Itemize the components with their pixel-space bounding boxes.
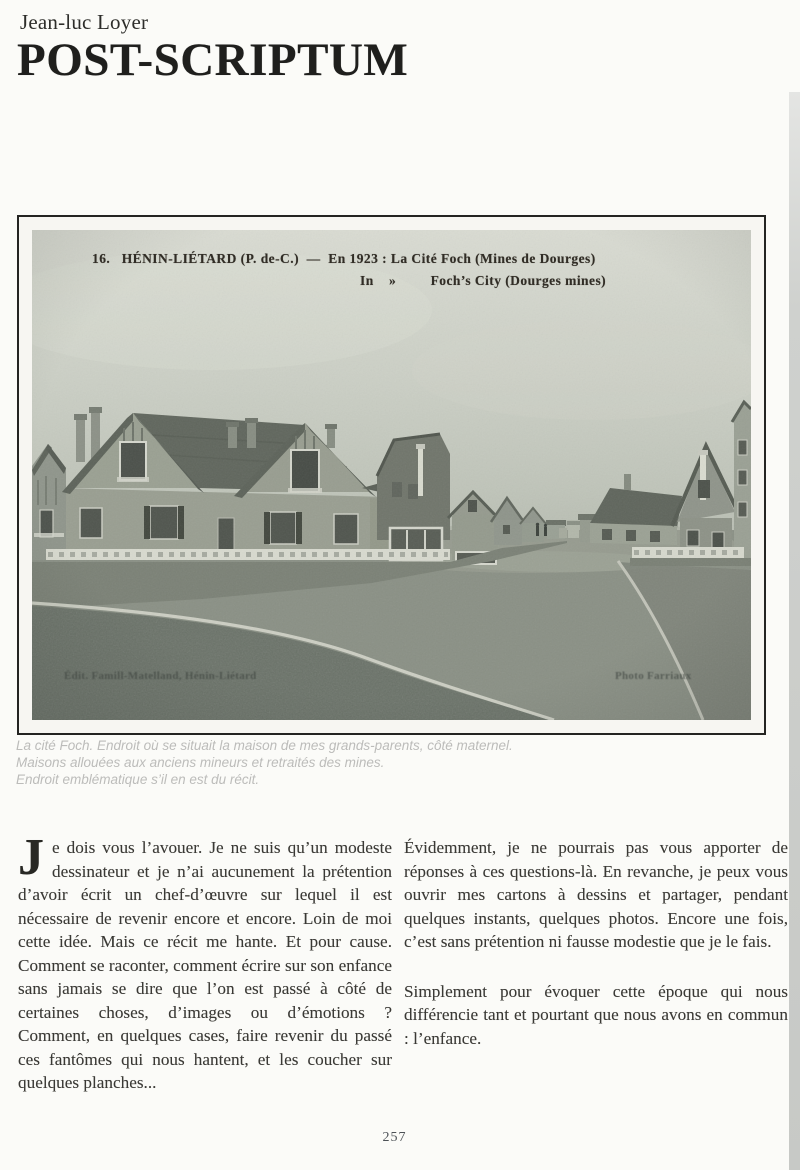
- postcard-photo: [32, 230, 751, 720]
- page-number: 257: [382, 1130, 407, 1145]
- postcard-caption-line2: In » Foch’s City (Dourges mines): [360, 273, 607, 288]
- body-column-left: [18, 829, 392, 1095]
- dropcap: J: [18, 829, 44, 886]
- photo-caption-line3: Endroit emblématique s’il en est du récit.: [16, 772, 260, 787]
- right-paragraph-2: Simplement pour évoquer cette époque qui nous différencie tant et pourtant que nous avons en commun : l’enfance.: [404, 981, 788, 1048]
- left-paragraph: [18, 829, 392, 1095]
- photo-caption-line2: Maisons allouées aux anciens mineurs et retraités des mines.: [16, 755, 385, 770]
- photographer-credit: Photo Farriaux: [615, 670, 692, 682]
- postcard-frame: [17, 215, 766, 735]
- page-title: POST-SCRIPTUM: [17, 34, 409, 86]
- left-paragraph-text: e dois vous l’avouer. Je ne suis qu’un modeste dessinateur et je n’ai aucunement la prétention d’avoir écrit un chef-d’œuvre sur lequel il est nécessaire de revenir encore et encore. Loin de moi cette idée. Mais ce récit me hante. Et pour cause. Comment se raconter, comment écrire sur son enfance sans jamais se dire que l’on est passé à côté de certaines choses, d’images ou d’émotions ? Comment, en quelques cases, faire revenir du passé ces fantômes qui nous hantent, et les coucher sur quelques planches...: [18, 838, 392, 1092]
- photo-caption-line1: La cité Foch. Endroit où se situait la maison de mes grands-parents, côté maternel.: [16, 738, 513, 753]
- photo-grain: [32, 230, 751, 720]
- scan-artifact-strip: [789, 92, 800, 1170]
- postcard-caption-line1: 16. HÉNIN-LIÉTARD (P. de-C.) — En 1923 : La Cité Foch (Mines de Dourges): [92, 251, 596, 266]
- right-paragraph-1: Évidemment, je ne pourrais pas vous apporter de réponses à ces questions-là. En revanche, je peux vous ouvrir mes cartons à dessins et partager, pendant quelques instants, quelques photos. Encore une fois, c’est sans prétention ni fausse modestie que je le fais.: [404, 838, 788, 951]
- photo-caption: [16, 737, 576, 788]
- photo-scene-illustration: [32, 230, 751, 720]
- publisher-credit: Édit. Famill-Matelland, Hénin-Liétard: [64, 670, 257, 682]
- author-byline: Jean-luc Loyer: [20, 10, 149, 34]
- body-column-right: [404, 836, 788, 1076]
